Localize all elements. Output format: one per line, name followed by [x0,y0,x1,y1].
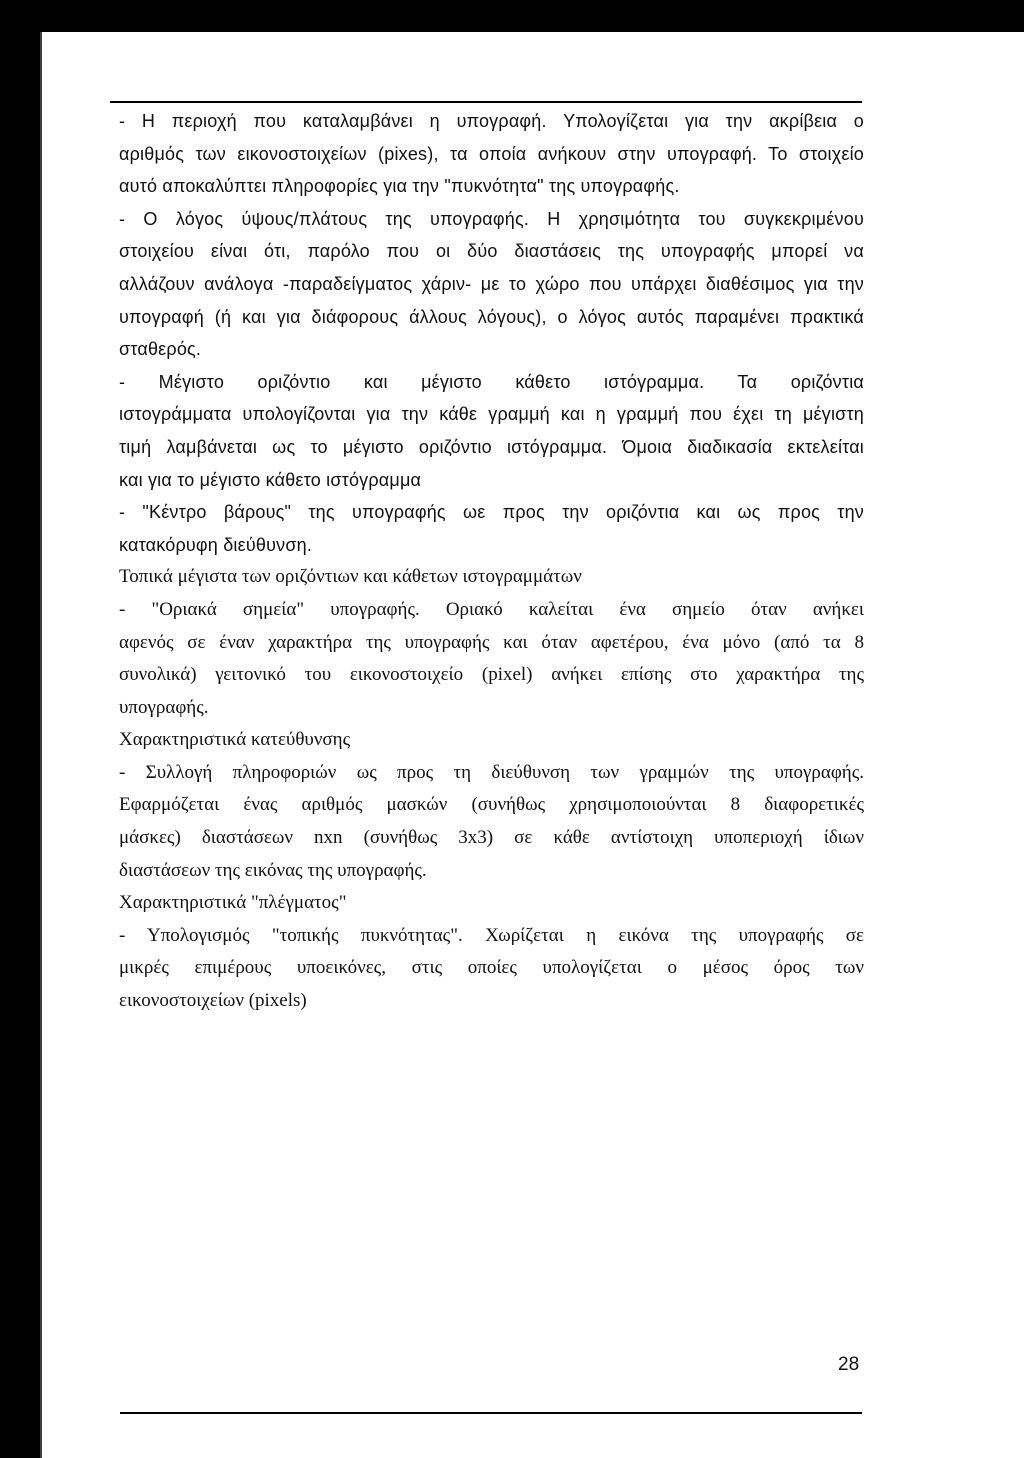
text-line: υπογραφή (ή και για διάφορους άλλους λόγους), ο λόγος αυτός παραμένει πρακτικά [119,306,864,327]
page-number: 28 [838,1354,860,1375]
text-line: Εφαρμόζεται ένας αριθμός μασκών (συνήθως χρησιμοποιούνται 8 διαφορετικές [119,794,864,816]
footer-rule [120,1412,862,1414]
text-line: υπογραφής. [119,696,209,718]
text-line: κατακόρυφη διεύθυνση. [119,534,313,555]
document-page [40,32,1024,1458]
text-line: - "Κέντρο βάρους" της υπογραφής ωε προς την οριζόντια και ως προς την [119,502,864,523]
text-line: τιμή λαμβάνεται ως το μέγιστο οριζόντιο ιστόγραμμα. Όμοια διαδικασία εκτελείται [119,436,864,457]
header-rule [110,101,862,103]
text-line: αλλάζουν ανάλογα -παραδείγματος χάριν- με το χώρο που υπάρχει διαθέσιμος για την [119,273,864,294]
text-line: ιστογράμματα υπολογίζονται για την κάθε γραμμή και η γραμμή που έχει τη μέγιστη [119,404,864,425]
text-line: - Ο λόγος ύψους/πλάτους της υπογραφής. Η χρησιμότητα του συγκεκριμένου [119,208,864,229]
section-heading: Τοπικά μέγιστα των οριζόντιων και κάθετων ιστογραμμάτων [119,566,582,588]
text-line: μικρές επιμέρους υποεικόνες, στις οποίες υπολογίζεται ο μέσος όρος των [119,957,864,979]
text-line: συνολικά) γειτονικό του εικονοστοιχείο (pixel) ανήκει επίσης στο χαρακτήρα της [119,664,864,686]
text-line: - "Οριακά σημεία" υπογραφής. Οριακό καλείται ένα σημείο όταν ανήκει [119,598,864,620]
text-line: αριθμός των εικονοστοιχείων (pixes), τα οποία ανήκουν στην υπογραφή. Το στοιχείο [119,143,864,164]
body-text [119,105,864,1018]
text-line: αφενός σε έναν χαρακτήρα της υπογραφής και όταν αφετέρου, ένα μόνο (από τα 8 [119,631,864,653]
text-line: στοιχείου είναι ότι, παρόλο που οι δύο διαστάσεις της υπογραφής μπορεί να [119,241,864,262]
text-line: σταθερός. [119,339,202,360]
text-line: - Συλλογή πληροφοριών ως προς τη διεύθυνση των γραμμών της υπογραφής. [119,761,864,783]
text-line: εικονοστοιχείων (pixels) [119,990,307,1012]
text-line: - Υπολογισμός "τοπικής πυκνότητας". Χωρίζεται η εικόνα της υπογραφής σε [119,924,864,946]
text-line: αυτό αποκαλύπτει πληροφορίες για την "πυκνότητα" της υπογραφής. [119,176,680,197]
section-heading: Χαρακτηριστικά κατεύθυνσης [119,729,351,751]
text-line: μάσκες) διαστάσεων nxn (συνήθως 3x3) σε κάθε αντίστοιχη υποπεριοχή ίδιων [119,827,864,849]
scan-edge-left [40,32,42,1458]
section-heading: Χαρακτηριστικά "πλέγματος" [119,892,347,914]
text-line: και για το μέγιστο κάθετο ιστόγραμμα [119,469,422,490]
text-line: - Μέγιστο οριζόντιο και μέγιστο κάθετο ιστόγραμμα. Τα οριζόντια [119,371,864,392]
text-line: διαστάσεων της εικόνας της υπογραφής. [119,859,427,881]
text-line: - Η περιοχή που καταλαμβάνει η υπογραφή. Υπολογίζεται για την ακρίβεια ο [119,111,864,131]
